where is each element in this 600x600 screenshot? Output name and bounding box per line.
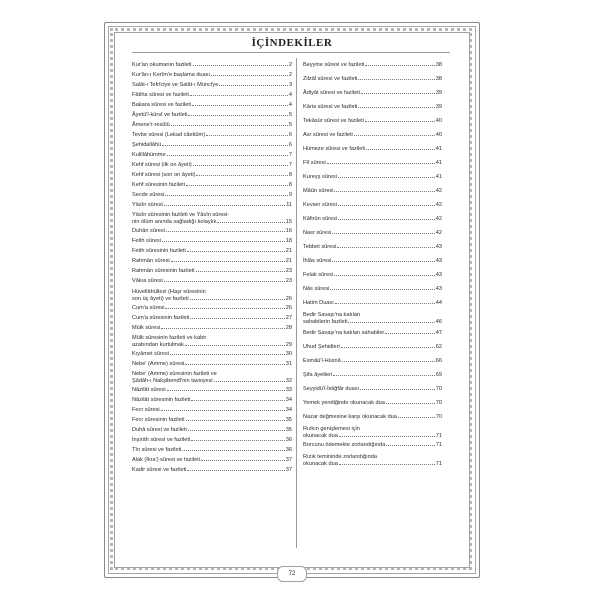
dot-leader xyxy=(161,328,284,329)
toc-entry-page: 3 xyxy=(288,82,292,88)
toc-entry-page: 4 xyxy=(288,102,292,108)
toc-entry-title: Tebbet sûresi xyxy=(303,244,337,250)
toc-entry-title: Nâzilât sûresi xyxy=(132,387,166,393)
dot-leader xyxy=(354,135,435,136)
toc-entry-title: nin ölüm anında sağladığı kolaylık xyxy=(132,218,217,225)
page-number: 72 xyxy=(277,566,307,582)
dot-leader xyxy=(341,347,435,348)
toc-entry-page: 43 xyxy=(435,258,442,264)
dot-leader xyxy=(161,410,285,411)
dot-leader xyxy=(366,149,435,150)
toc-entry-title: Kur'an okumanın fazileti xyxy=(132,62,192,68)
toc-entry-title: Fecr sûresinin fazileti xyxy=(132,417,185,423)
toc-entry-title: Esmâü'l-Hüsnâ xyxy=(303,358,341,364)
toc-entry-title: Kadir sûresi ve fazileti xyxy=(132,467,187,473)
toc-entry-page: 6 xyxy=(288,142,292,148)
toc-entry xyxy=(303,118,442,125)
toc-entry-title: azabından kurtulmak xyxy=(132,341,184,348)
toc-entry-page: 41 xyxy=(435,174,442,180)
dot-leader xyxy=(165,195,288,196)
page-title: İÇİNDEKİLER xyxy=(251,37,333,49)
dot-leader xyxy=(348,322,434,323)
toc-entry xyxy=(303,386,442,393)
toc-entry-page: 29 xyxy=(285,341,292,348)
toc-entry-title: Yemek yendiğinde okunacak dua xyxy=(303,400,385,406)
dot-leader xyxy=(339,436,435,437)
toc-entry xyxy=(132,162,292,169)
toc-entry xyxy=(132,62,292,69)
toc-entry-page: 69 xyxy=(435,372,442,378)
toc-entry xyxy=(132,397,292,404)
toc-entry-title: Nasr sûresi xyxy=(303,230,332,236)
toc-entry-title-line: Hüvellâhüllezi (Haşr sûresinin xyxy=(132,289,206,295)
toc-entry-page: 41 xyxy=(435,160,442,166)
toc-entry-title: Cum'a sûresinin fazileti xyxy=(132,315,190,321)
toc-entry-title: Kevser sûresi xyxy=(303,202,337,208)
toc-entry xyxy=(132,351,292,358)
toc-entry xyxy=(303,174,442,181)
toc-entry xyxy=(132,212,292,225)
toc-entry xyxy=(132,92,292,99)
toc-entry-title: Kâfirûn sûresi xyxy=(303,216,338,222)
toc-entry xyxy=(132,427,292,434)
dot-leader xyxy=(332,233,434,234)
toc-entry-page: 21 xyxy=(285,248,292,254)
dot-leader xyxy=(338,219,435,220)
toc-entry-page: 21 xyxy=(285,258,292,264)
toc-entry xyxy=(132,202,292,209)
toc-entry xyxy=(303,426,442,439)
toc-entry-title: Duhâ sûresi ve fazileti xyxy=(132,427,187,433)
dot-leader xyxy=(385,333,434,334)
toc-entry-page: 70 xyxy=(435,400,442,406)
toc-entry-page: 41 xyxy=(435,146,442,152)
dot-leader xyxy=(338,205,435,206)
toc-entry xyxy=(132,278,292,285)
toc-entry-title: Şifa âyetleri xyxy=(303,372,333,378)
toc-entry xyxy=(132,371,292,384)
toc-entry-page: 33 xyxy=(285,387,292,393)
dot-leader xyxy=(365,121,435,122)
toc-entry-page: 35 xyxy=(285,417,292,423)
toc-entry-title: son üç âyeti) ve fazileti xyxy=(132,295,189,302)
toc-entry-title: Vâkıa sûresi xyxy=(132,278,163,284)
toc-entry-page: 28 xyxy=(285,325,292,331)
dot-leader xyxy=(196,271,285,272)
toc-entry xyxy=(303,244,442,251)
dot-leader xyxy=(214,381,285,382)
dot-leader xyxy=(187,251,285,252)
dot-leader xyxy=(206,135,288,136)
toc-entry-page: 16 xyxy=(285,228,292,234)
dot-leader xyxy=(386,403,435,404)
dot-leader xyxy=(190,299,285,300)
toc-entry-title: Şâdâh-ı Nakşibendî'nin tavsiyesi xyxy=(132,377,213,384)
toc-entry-title-line: Yâsîn sûresinin fazileti ve Yâsîn sûresi- xyxy=(132,212,230,218)
toc-entry-page: 34 xyxy=(285,397,292,403)
dot-leader xyxy=(167,155,288,156)
toc-entry-title: Uhud Şehidleri xyxy=(303,344,340,350)
toc-entry xyxy=(303,442,442,449)
toc-entry xyxy=(303,454,442,467)
toc-entry-page: 27 xyxy=(285,315,292,321)
toc-entry xyxy=(303,258,442,265)
toc-entry-page: 43 xyxy=(435,244,442,250)
toc-entry-title: Zilzâl sûresi ve fazileti xyxy=(303,76,358,82)
toc-entry-page: 66 xyxy=(435,358,442,364)
toc-entry-title: Yâsîn sûresi xyxy=(132,202,163,208)
toc-entry-page: 42 xyxy=(435,202,442,208)
toc-entry xyxy=(132,467,292,474)
toc-entry-page: 31 xyxy=(285,361,292,367)
dot-leader xyxy=(361,93,435,94)
toc-entry-page: 47 xyxy=(435,330,442,336)
toc-entry-title: Bedir Savaşı'na katılan sahabiler xyxy=(303,330,385,336)
toc-entry-title: Kehf sûresinin fazileti xyxy=(132,182,185,188)
dot-leader xyxy=(335,303,435,304)
dot-leader xyxy=(171,125,288,126)
toc-entry-title: Âyetü'l-kürsî ve fazileti xyxy=(132,112,188,118)
toc-entry xyxy=(132,132,292,139)
dot-leader xyxy=(186,185,288,186)
toc-entry-title: Secde sûresi xyxy=(132,192,165,198)
toc-entry-title: Tîn sûresi ve fazileti xyxy=(132,447,182,453)
toc-entry-title: Duhân sûresi xyxy=(132,228,165,234)
toc-entry-page: 4 xyxy=(288,92,292,98)
dot-leader xyxy=(334,191,434,192)
dot-leader xyxy=(167,390,285,391)
toc-entry-title: İhlâs sûresi xyxy=(303,258,332,264)
toc-entry xyxy=(132,361,292,368)
toc-entry-page: 23 xyxy=(285,278,292,284)
toc-entry-page: 36 xyxy=(285,447,292,453)
toc-entry-title: Âmene'r-resûlü xyxy=(132,122,170,128)
dot-leader xyxy=(360,389,435,390)
dot-leader xyxy=(185,345,285,346)
toc-entry-page: 62 xyxy=(435,344,442,350)
toc-entry xyxy=(132,192,292,199)
toc-entry xyxy=(132,268,292,275)
dot-leader xyxy=(386,445,434,446)
toc-entry xyxy=(132,258,292,265)
toc-entry-page: 8 xyxy=(288,172,292,178)
toc-entry-title: Kâria sûresi ve fazileti xyxy=(303,104,358,110)
dot-leader xyxy=(165,308,284,309)
toc-entry-page: 2 xyxy=(288,62,292,68)
toc-entry-title: Asr sûresi ve fazileti xyxy=(303,132,353,138)
dot-leader xyxy=(187,470,284,471)
toc-entry-title: Alak (İkra') sûresi ve fazileti xyxy=(132,457,200,463)
dot-leader xyxy=(398,417,435,418)
toc-entry-title-line: Mülk sûresinin fazileti ve kabir xyxy=(132,335,207,341)
toc-entry-page: 42 xyxy=(435,188,442,194)
toc-entry-title: Hatim Duası xyxy=(303,300,334,306)
toc-entry xyxy=(303,132,442,139)
toc-entry xyxy=(303,146,442,153)
dot-leader xyxy=(193,165,288,166)
toc-entry xyxy=(132,417,292,424)
toc-entry-page: 2 xyxy=(288,72,292,78)
dot-leader xyxy=(358,79,434,80)
toc-entry xyxy=(132,457,292,464)
toc-entry xyxy=(132,82,292,89)
dot-leader xyxy=(327,163,435,164)
toc-entry-page: 8 xyxy=(288,182,292,188)
toc-entry xyxy=(303,400,442,407)
dot-leader xyxy=(185,364,284,365)
toc-entry xyxy=(132,172,292,179)
toc-entry xyxy=(132,387,292,394)
dot-leader xyxy=(332,261,434,262)
toc-entry-title: sahabilerin fazileti xyxy=(303,318,348,325)
toc-entry-page: 7 xyxy=(288,152,292,158)
dot-leader xyxy=(190,318,284,319)
dot-leader xyxy=(191,400,284,401)
title-rule xyxy=(132,52,450,53)
dot-leader xyxy=(338,177,435,178)
toc-entry-title: okunacak dua xyxy=(303,432,338,439)
toc-entry xyxy=(303,62,442,69)
dot-leader xyxy=(190,95,288,96)
toc-entry xyxy=(132,122,292,129)
toc-entry-page: 18 xyxy=(285,238,292,244)
toc-entry xyxy=(132,289,292,302)
toc-entry xyxy=(132,315,292,322)
toc-entry-title: okunacak dua xyxy=(303,460,338,467)
toc-entry xyxy=(303,272,442,279)
toc-entry-page: 71 xyxy=(435,432,442,439)
toc-entry-title: Borcunu ödemekte zorlandığında xyxy=(303,442,386,448)
toc-entry xyxy=(303,90,442,97)
toc-entry-page: 37 xyxy=(285,467,292,473)
dot-leader xyxy=(162,145,288,146)
dot-leader xyxy=(188,115,287,116)
dot-leader xyxy=(164,281,285,282)
toc-entry-title: Tevbe sûresi (Lekad câekûm) xyxy=(132,132,206,138)
toc-entry-page: 36 xyxy=(285,437,292,443)
toc-entry xyxy=(303,160,442,167)
toc-entry xyxy=(303,286,442,293)
toc-entry-title: Fetih sûresi xyxy=(132,238,161,244)
toc-entry xyxy=(132,72,292,79)
toc-entry xyxy=(303,216,442,223)
toc-entry xyxy=(132,335,292,348)
toc-entry-title-line: Rızık temininde zorlandığında xyxy=(303,454,378,460)
toc-entry-title: Fâtiha sûresi ve fazileti xyxy=(132,92,189,98)
toc-entry-page: 23 xyxy=(285,268,292,274)
toc-entry xyxy=(132,407,292,414)
toc-entry-title: Beyyine sûresi ve fazileti xyxy=(303,62,365,68)
dot-leader xyxy=(358,107,434,108)
toc-entry-title: İnşirâh sûresi ve fazileti xyxy=(132,437,191,443)
dot-leader xyxy=(337,247,434,248)
toc-entry xyxy=(303,202,442,209)
toc-entry-page: 9 xyxy=(288,192,292,198)
dot-leader xyxy=(162,241,285,242)
toc-entry xyxy=(132,152,292,159)
toc-entry-title: Salât-ı Tefrîciye ve Salât-ı Müncîye xyxy=(132,82,219,88)
toc-entry-page: 38 xyxy=(435,76,442,82)
toc-entry xyxy=(132,112,292,119)
toc-entry-title: Mülk sûresi xyxy=(132,325,161,331)
dot-leader xyxy=(339,464,435,465)
toc-entry-page: 40 xyxy=(435,118,442,124)
toc-entry-title: Kur'ân-ı Kerîm'e başlama duası xyxy=(132,72,210,78)
toc-entry-title: Fetih sûresinin fazileti xyxy=(132,248,186,254)
dot-leader xyxy=(166,231,285,232)
toc-entry-title: Felak sûresi xyxy=(303,272,334,278)
toc-entry-page: 38 xyxy=(435,62,442,68)
toc-entry-title-line: Rızkın genişlemesi için xyxy=(303,426,360,432)
toc-entry-page: 32 xyxy=(285,377,292,384)
toc-entry-page: 70 xyxy=(435,414,442,420)
column-divider xyxy=(296,58,297,548)
toc-entry xyxy=(132,238,292,245)
toc-entry-page: 11 xyxy=(286,202,292,208)
dot-leader xyxy=(171,261,285,262)
toc-entry-title: Kehf sûresi (son on âyeti) xyxy=(132,172,196,178)
toc-entry-page: 46 xyxy=(435,318,442,325)
dot-leader xyxy=(186,420,285,421)
toc-entry xyxy=(132,437,292,444)
toc-entry-title: Fîl sûresi xyxy=(303,160,326,166)
toc-entry-page: 42 xyxy=(435,216,442,222)
toc-entry-page: 6 xyxy=(288,132,292,138)
toc-entry-page: 39 xyxy=(435,104,442,110)
toc-entry-title: Âdiyât sûresi ve fazileti xyxy=(303,90,360,96)
toc-entry xyxy=(132,142,292,149)
toc-entry xyxy=(303,330,442,337)
dot-leader xyxy=(334,275,435,276)
toc-entry xyxy=(132,325,292,332)
toc-entry xyxy=(303,230,442,237)
toc-entry-page: 30 xyxy=(285,351,292,357)
toc-entry-title: Şehidallâhü xyxy=(132,142,162,148)
dot-leader xyxy=(211,75,288,76)
toc-entry-title: Kulillâhümme xyxy=(132,152,166,158)
toc-entry-page: 7 xyxy=(288,162,292,168)
toc-entry-page: 42 xyxy=(435,230,442,236)
dot-leader xyxy=(219,85,288,86)
toc-entry-page: 43 xyxy=(435,272,442,278)
toc-entry-page: 71 xyxy=(435,460,442,467)
toc-entry xyxy=(303,358,442,365)
toc-entry-page: 39 xyxy=(435,90,442,96)
toc-entry xyxy=(303,344,442,351)
toc-entry-title-line: Bedir Savaşı'na katılan xyxy=(303,312,361,318)
toc-entry-page: 26 xyxy=(285,305,292,311)
toc-entry-title: Kehf sûresi (ilk on âyeti) xyxy=(132,162,192,168)
dot-leader xyxy=(182,450,284,451)
toc-entry-title: Kıyâmet sûresi xyxy=(132,351,169,357)
dot-leader xyxy=(217,222,284,223)
toc-entry-page: 37 xyxy=(285,457,292,463)
toc-entry xyxy=(303,104,442,111)
toc-entry-page: 40 xyxy=(435,132,442,138)
dot-leader xyxy=(333,375,435,376)
toc-entry-page: 34 xyxy=(285,407,292,413)
toc-entry xyxy=(303,76,442,83)
dot-leader xyxy=(201,460,285,461)
toc-entry-title: Kureyş sûresi xyxy=(303,174,337,180)
dot-leader xyxy=(196,175,287,176)
toc-entry xyxy=(132,228,292,235)
toc-entry xyxy=(303,300,442,307)
dot-leader xyxy=(330,289,434,290)
dot-leader xyxy=(164,205,285,206)
toc-entry-page: 71 xyxy=(435,442,442,448)
toc-entry xyxy=(303,414,442,421)
toc-entry xyxy=(132,182,292,189)
toc-entry xyxy=(132,248,292,255)
toc-entry xyxy=(303,372,442,379)
toc-entry-title: Fecr sûresi xyxy=(132,407,160,413)
toc-entry-title: Nâzilât sûresinin fazileti xyxy=(132,397,191,403)
dot-leader xyxy=(170,354,285,355)
toc-entry-page: 5 xyxy=(288,112,292,118)
toc-entry xyxy=(132,447,292,454)
toc-entry xyxy=(303,312,442,325)
toc-entry-title: Bakara sûresi ve fazileti xyxy=(132,102,192,108)
toc-entry-title-line: Nebe' (Amme) sûresinin fazileti ve xyxy=(132,371,217,377)
toc-entry-title: Rahmân sûresinin fazileti xyxy=(132,268,195,274)
toc-entry-page: 35 xyxy=(285,427,292,433)
toc-entry-title: Mâûn sûresi xyxy=(303,188,334,194)
toc-entry-page: 70 xyxy=(435,386,442,392)
toc-entry-title: Nâs sûresi xyxy=(303,286,330,292)
dot-leader xyxy=(192,105,288,106)
dot-leader xyxy=(342,361,435,362)
toc-entry-page: 15 xyxy=(285,218,292,225)
toc-entry xyxy=(303,188,442,195)
toc-entry-title: Nebe' (Amme) sûresi xyxy=(132,361,185,367)
toc-entry-title: Hümeze sûresi ve fazileti xyxy=(303,146,366,152)
dot-leader xyxy=(188,430,285,431)
toc-entry-title: Tekâsür sûresi ve fazileti xyxy=(303,118,364,124)
toc-entry-title: Nazar değmesine karşı okunacak dua xyxy=(303,414,397,420)
toc-entry xyxy=(132,102,292,109)
dot-leader xyxy=(191,440,285,441)
dot-leader xyxy=(193,65,288,66)
dot-leader xyxy=(365,65,435,66)
toc-entry-page: 44 xyxy=(435,300,442,306)
toc-entry-page: 43 xyxy=(435,286,442,292)
toc-entry-page: 5 xyxy=(288,122,292,128)
toc-entry-title: Cum'a sûresi xyxy=(132,305,165,311)
toc-entry-title: Seyyidü'l-İstiğfâr duası xyxy=(303,386,360,392)
toc-entry-title: Rahmân sûresi xyxy=(132,258,170,264)
toc-entry-page: 26 xyxy=(285,295,292,302)
toc-entry xyxy=(132,305,292,312)
